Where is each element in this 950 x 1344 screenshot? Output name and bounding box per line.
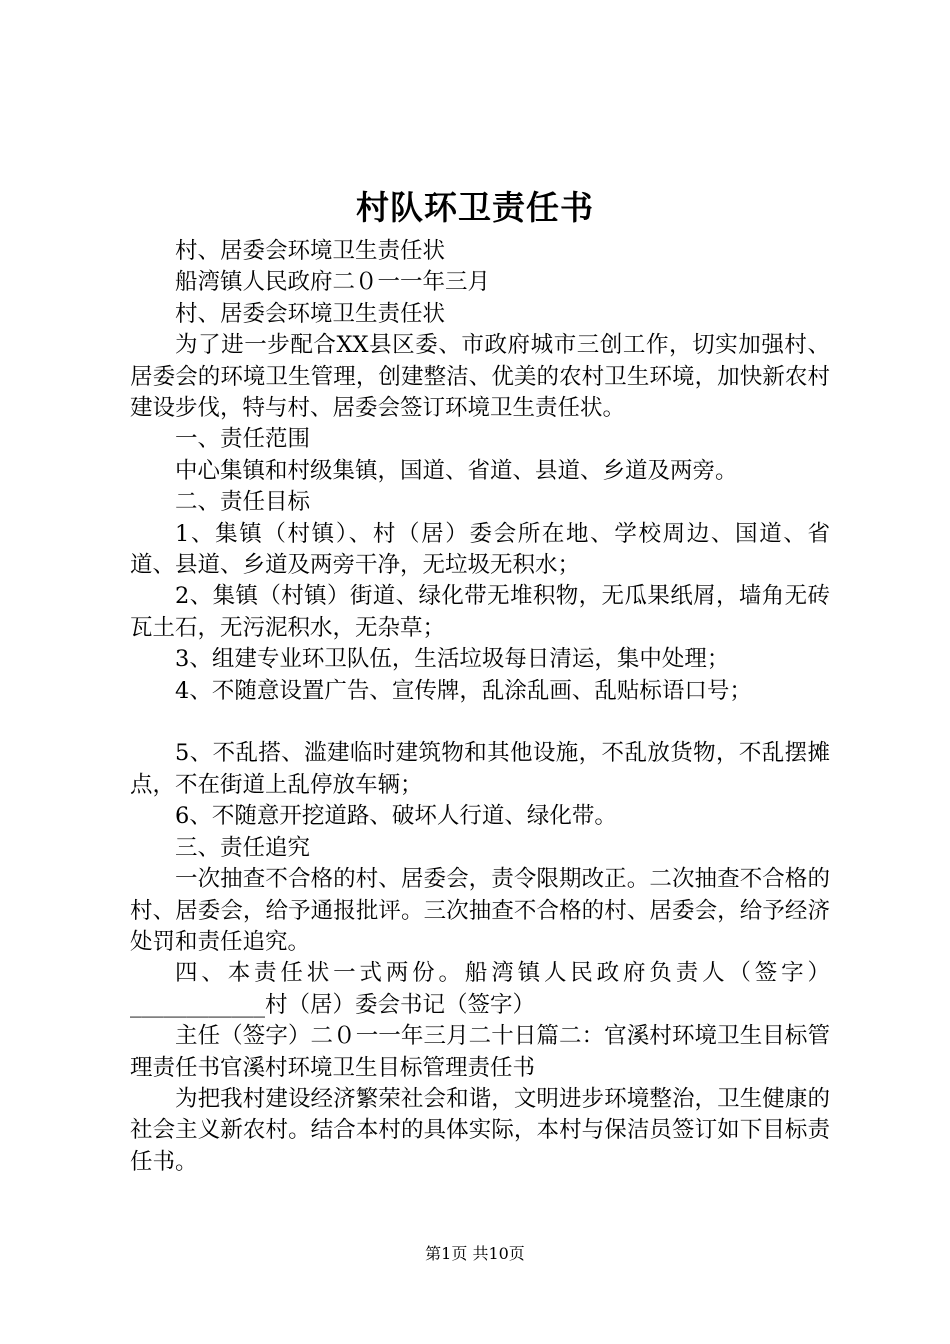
list-item: 4、不随意设置广告、宣传牌，乱涂乱画、乱贴标语口号； <box>175 677 752 704</box>
page-footer: 第1页 共10页 <box>425 1244 525 1263</box>
list-item: 2、集镇（村镇）街道、绿化带无堆积物，无瓜果纸屑，墙角无砖瓦土石，无污泥积水，无杂草； <box>130 583 830 641</box>
section-heading: 三、责任追究 <box>175 834 311 861</box>
section-heading: 二、责任目标 <box>175 489 311 516</box>
paragraph: 村、居委会环境卫生责任状 <box>175 300 446 327</box>
paragraph: 一次抽查不合格的村、居委会，责令限期改正。二次抽查不合格的村、居委会，给予通报批评。三次抽查不合格的村、居委会，给予经济处罚和责任追究。 <box>130 866 830 955</box>
paragraph: 中心集镇和村级集镇，国道、省道、县道、乡道及两旁。 <box>175 457 738 484</box>
list-item: 6、不随意开挖道路、破坏人行道、绿化带。 <box>175 803 617 830</box>
paragraph: 为了进一步配合XX县区委、市政府城市三创工作，切实加强村、居委会的环境卫生管理，创建整洁、优美的农村卫生环境，加快新农村建设步伐，特与村、居委会签订环境卫生责任状。 <box>130 332 830 422</box>
section-heading: 一、责任范围 <box>175 426 311 453</box>
blank-line <box>130 707 830 738</box>
paragraph: 船湾镇人民政府二０一一年三月 <box>175 269 491 296</box>
list-item: 5、不乱搭、滥建临时建筑物和其他设施，不乱放货物，不乱摆摊点，不在街道上乱停放车辆； <box>130 740 830 798</box>
paragraph: 为把我村建设经济繁荣社会和谐，文明进步环境整治，卫生健康的社会主义新农村。结合本村的具体实际，本村与保洁员签订如下目标责任书。 <box>130 1085 830 1175</box>
document-title: 村队环卫责任书 <box>356 188 594 227</box>
signature-paragraph: 四、本责任状一式两份。船湾镇人民政府负责人（签字）____________村（居）委会书记（签字） <box>130 960 830 1018</box>
document-body <box>130 236 830 1178</box>
paragraph: 主任（签字）二０一一年三月二十日篇二：官溪村环境卫生目标管理责任书官溪村环境卫生目标管理责任书 <box>130 1023 830 1081</box>
list-item: 1、集镇（村镇）、村（居）委会所在地、学校周边、国道、省道、县道、乡道及两旁干净，无垃圾无积水； <box>130 520 830 579</box>
list-item: 3、组建专业环卫队伍，生活垃圾每日清运，集中处理； <box>175 646 730 673</box>
paragraph: 村、居委会环境卫生责任状 <box>175 238 446 264</box>
